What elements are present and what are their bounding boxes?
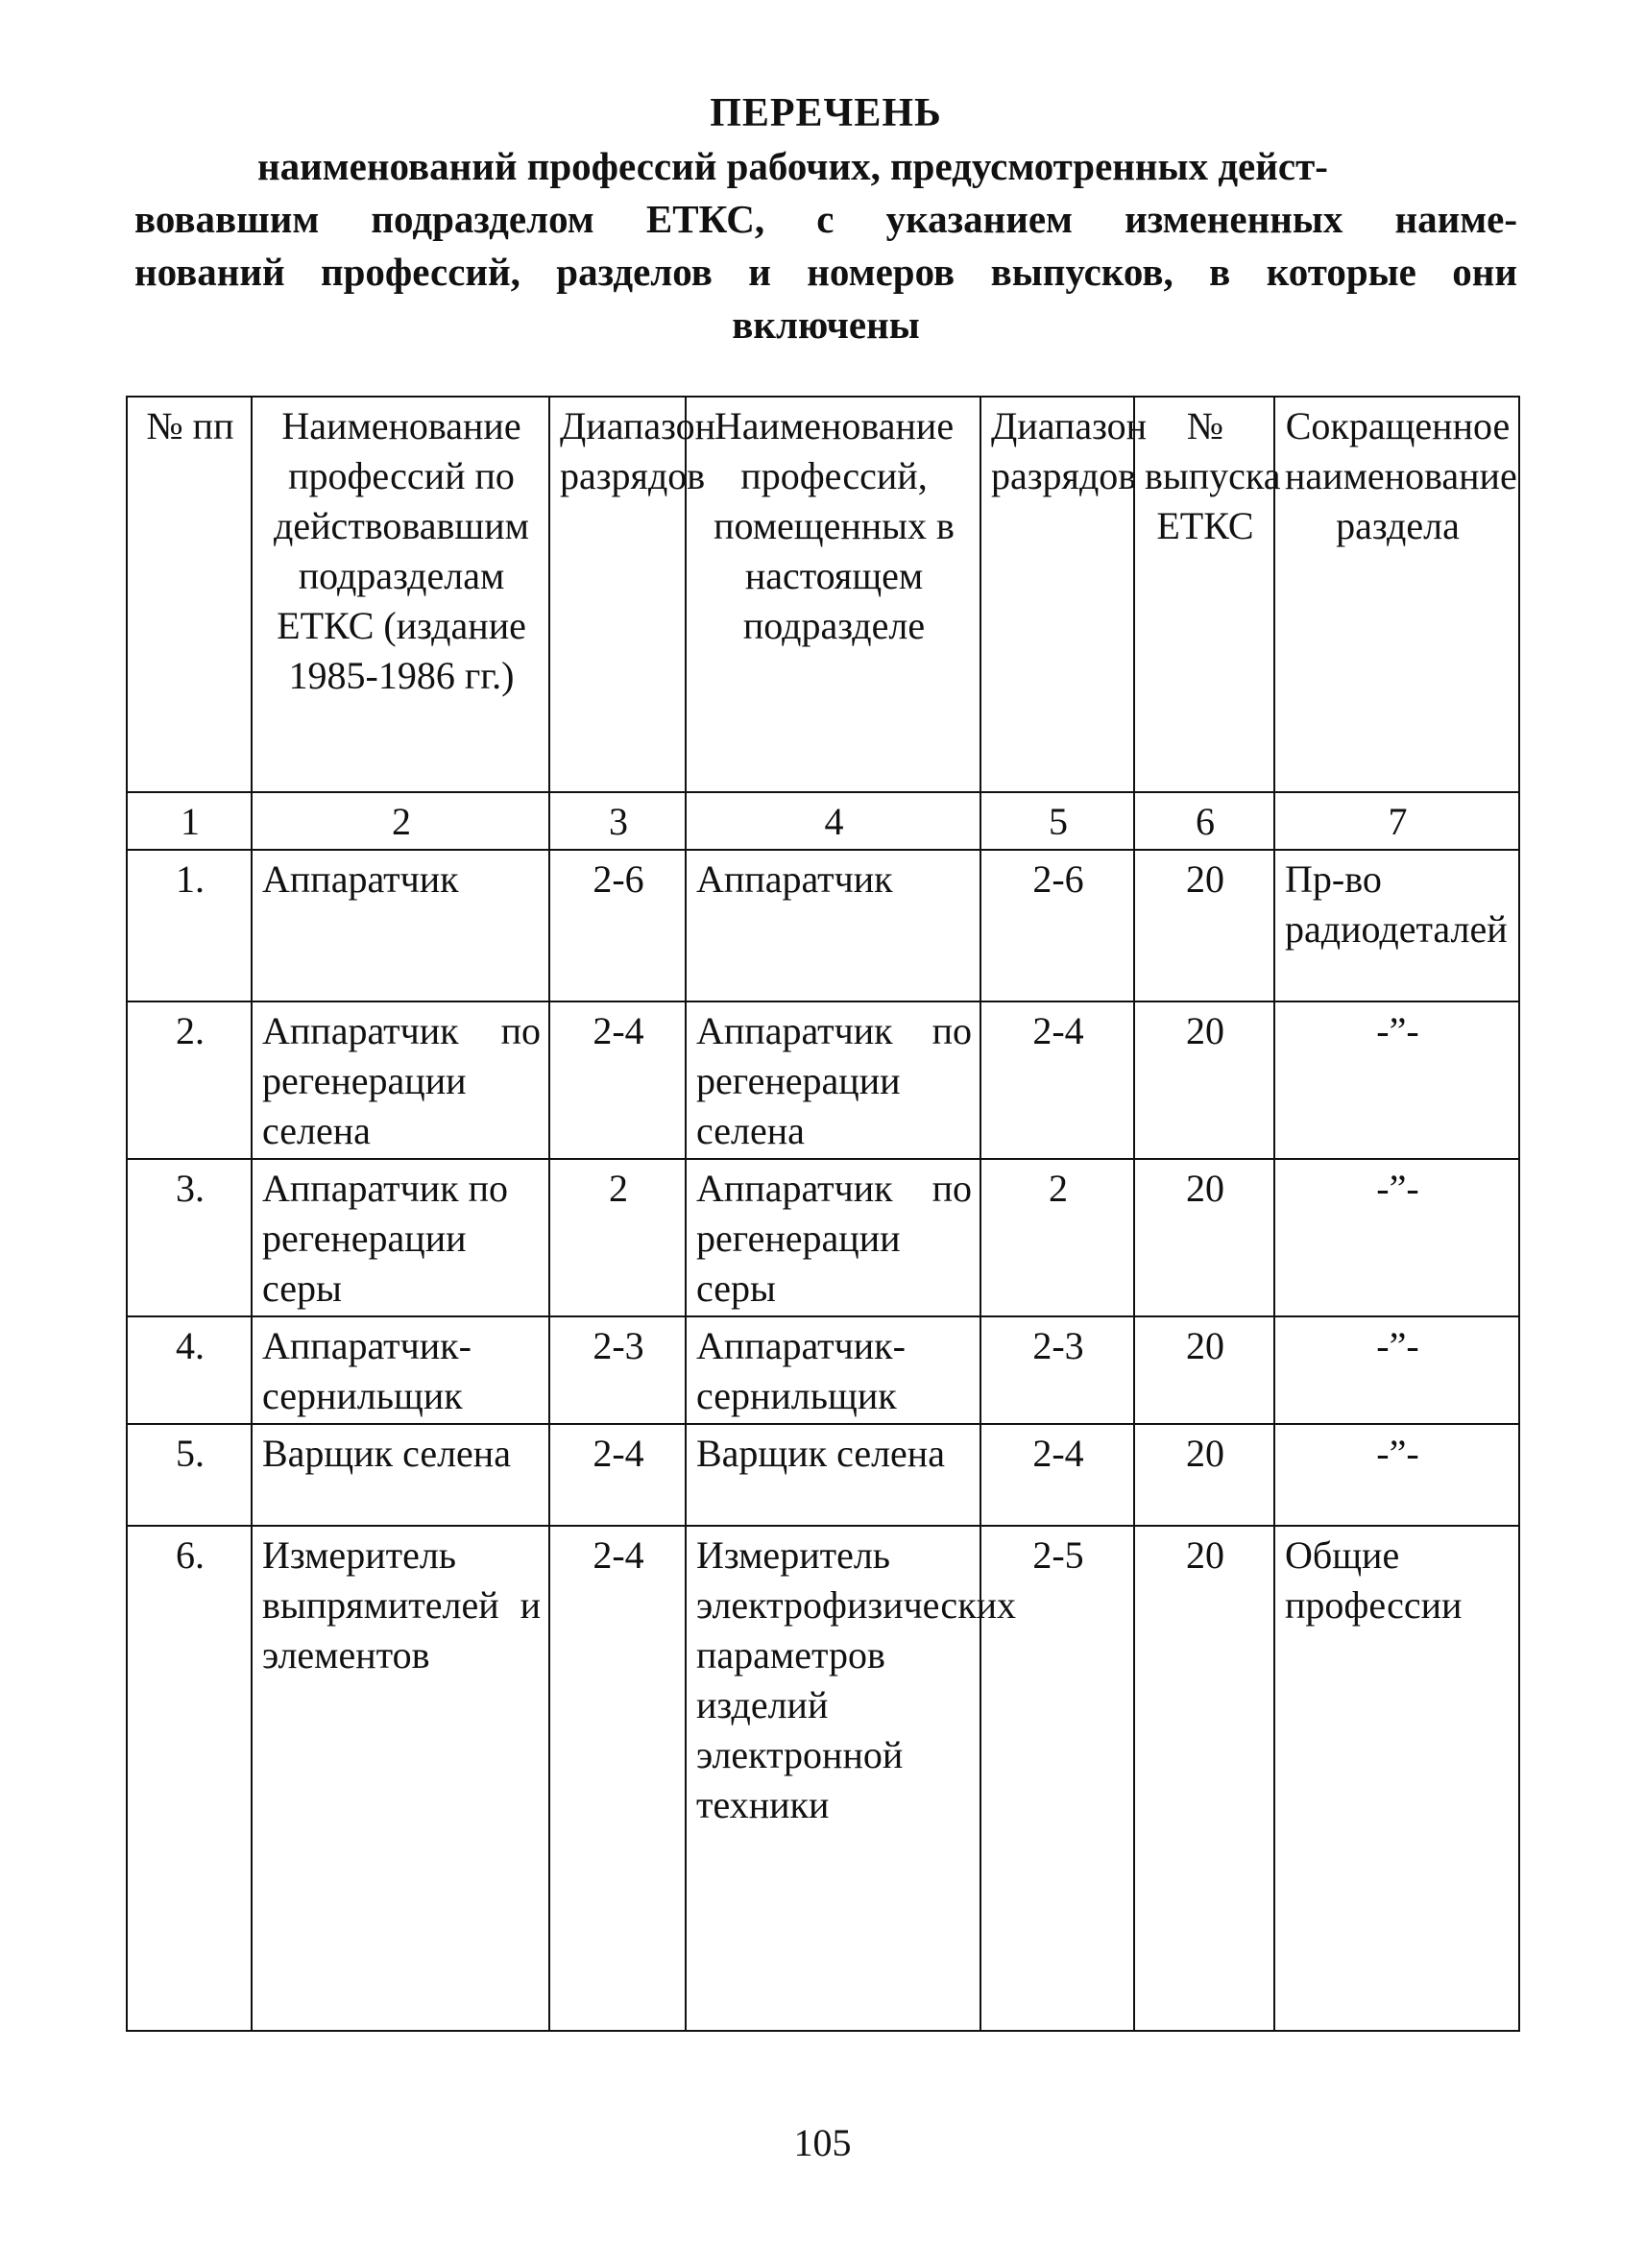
page-number: 105: [793, 2121, 852, 2164]
column-number: 1: [127, 792, 252, 850]
row-number: 3.: [127, 1159, 252, 1316]
row-number: 2.: [127, 1001, 252, 1159]
old-profession-name: Варщик селена: [252, 1424, 549, 1526]
column-number: 7: [1274, 792, 1519, 850]
new-profession-name: Аппаратчик-сернильщик: [686, 1316, 980, 1424]
table-row: [127, 1424, 1519, 1526]
header-cell-old-name: Наименование профессий по действовавшим подразделам ЕТКС (издание 1985-1986 гг.): [252, 397, 549, 792]
document-heading: [134, 88, 1517, 351]
row-number: 5.: [127, 1424, 252, 1526]
column-number-row: [127, 792, 1519, 850]
old-grade-range: 2: [549, 1159, 686, 1316]
subtitle-line: вовавшим подразделом ЕТКС, с указанием измененных наиме-: [134, 197, 1517, 241]
section-name: -”-: [1274, 1316, 1519, 1424]
old-profession-name: Измеритель выпрямителей и элементов: [252, 1526, 549, 2031]
old-grade-range: 2-4: [549, 1001, 686, 1159]
table-row: [127, 1159, 1519, 1316]
new-profession-name: Измеритель электрофизических параметров изделий электронной техники: [686, 1526, 980, 2031]
section-name: Пр-во радиодеталей: [1274, 850, 1519, 1001]
new-grade-range: 2-5: [980, 1526, 1134, 2031]
old-grade-range: 2-4: [549, 1526, 686, 2031]
header-cell-number: № пп: [127, 397, 252, 792]
table-header-row: [127, 397, 1519, 792]
professions-table: [126, 396, 1520, 2032]
new-profession-name: Аппаратчик по регенерации серы: [686, 1159, 980, 1316]
row-number: 6.: [127, 1526, 252, 2031]
new-grade-range: 2-4: [980, 1424, 1134, 1526]
old-grade-range: 2-3: [549, 1316, 686, 1424]
column-number: 2: [252, 792, 549, 850]
new-profession-name: Варщик селена: [686, 1424, 980, 1526]
old-profession-name: Аппаратчик-сернильщик: [252, 1316, 549, 1424]
etks-issue-number: 20: [1134, 850, 1274, 1001]
column-number: 3: [549, 792, 686, 850]
old-profession-name: Аппаратчик по регенерации селена: [252, 1001, 549, 1159]
new-grade-range: 2: [980, 1159, 1134, 1316]
section-name: -”-: [1274, 1001, 1519, 1159]
document-subtitle: [134, 140, 1517, 351]
document-title: ПЕРЕЧЕНЬ: [710, 91, 942, 135]
new-grade-range: 2-4: [980, 1001, 1134, 1159]
table-row: [127, 850, 1519, 1001]
new-grade-range: 2-6: [980, 850, 1134, 1001]
header-cell-new-range: Диапазон разрядов: [980, 397, 1134, 792]
new-grade-range: 2-3: [980, 1316, 1134, 1424]
section-name: -”-: [1274, 1159, 1519, 1316]
section-name: -”-: [1274, 1424, 1519, 1526]
new-profession-name: Аппаратчик по регенерации селена: [686, 1001, 980, 1159]
subtitle-line: наименований профессий рабочих, предусмотренных дейст-: [257, 144, 1328, 188]
subtitle-line: нований профессий, разделов и номеров выпусков, в которые они: [134, 250, 1517, 294]
column-number: 5: [980, 792, 1134, 850]
etks-issue-number: 20: [1134, 1526, 1274, 2031]
header-cell-old-range: Диапазон разрядов: [549, 397, 686, 792]
table-row: [127, 1316, 1519, 1424]
old-grade-range: 2-4: [549, 1424, 686, 1526]
etks-issue-number: 20: [1134, 1159, 1274, 1316]
etks-issue-number: 20: [1134, 1001, 1274, 1159]
table-row: [127, 1526, 1519, 2031]
old-grade-range: 2-6: [549, 850, 686, 1001]
etks-issue-number: 20: [1134, 1424, 1274, 1526]
header-cell-issue: № выпуска ЕТКС: [1134, 397, 1274, 792]
subtitle-line: включены: [732, 302, 920, 347]
row-number: 1.: [127, 850, 252, 1001]
header-cell-section: Сокращенное наименование раздела: [1274, 397, 1519, 792]
etks-issue-number: 20: [1134, 1316, 1274, 1424]
header-cell-new-name: Наименование профессий, помещенных в настоящем подразделе: [686, 397, 980, 792]
column-number: 4: [686, 792, 980, 850]
new-profession-name: Аппаратчик: [686, 850, 980, 1001]
column-number: 6: [1134, 792, 1274, 850]
old-profession-name: Аппаратчик: [252, 850, 549, 1001]
table-row: [127, 1001, 1519, 1159]
old-profession-name: Аппаратчик по регенерации серы: [252, 1159, 549, 1316]
section-name: Общие профессии: [1274, 1526, 1519, 2031]
row-number: 4.: [127, 1316, 252, 1424]
